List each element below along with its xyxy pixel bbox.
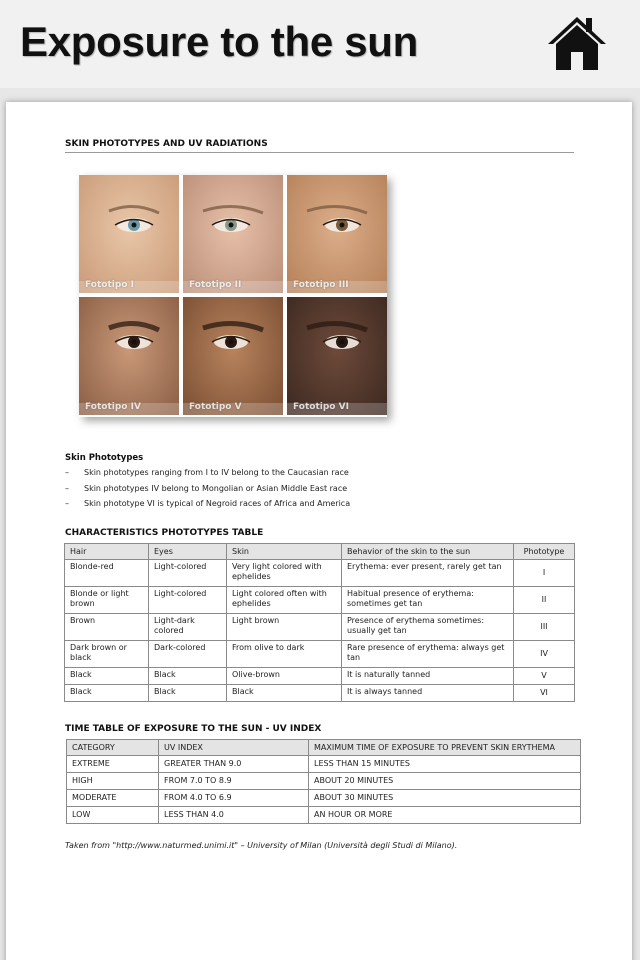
table-cell: V — [514, 668, 575, 685]
table-row — [65, 641, 575, 668]
skin-phototypes-heading: Skin Phototypes — [65, 453, 144, 463]
section-title-uv-index: TIME TABLE OF EXPOSURE TO THE SUN - UV INDEX — [65, 724, 322, 734]
characteristics-table — [64, 543, 575, 702]
face-illustration — [183, 297, 283, 415]
photo-label: Fototipo VI — [293, 402, 349, 412]
phototype-photo — [287, 175, 387, 293]
table-cell: Dark-colored — [149, 641, 227, 668]
table-cell: From olive to dark — [227, 641, 342, 668]
photo-label: Fototipo I — [85, 280, 134, 290]
photo-label: Fototipo III — [293, 280, 349, 290]
phototype-photo — [287, 297, 387, 415]
phototype-bullet: – Skin phototype VI is typical of Negroid races of Africa and America — [65, 499, 351, 508]
table-cell: Light-colored — [149, 587, 227, 614]
face-illustration — [183, 175, 283, 293]
phototype-photo — [183, 175, 283, 293]
column-header: Behavior of the skin to the sun — [342, 544, 514, 560]
table-cell: Dark brown or black — [65, 641, 149, 668]
table-cell: LESS THAN 15 MINUTES — [309, 756, 581, 773]
table-row — [67, 756, 581, 773]
table-row — [65, 685, 575, 702]
table-cell: VI — [514, 685, 575, 702]
table-cell: It is naturally tanned — [342, 668, 514, 685]
phototype-bullet: – Skin phototypes ranging from I to IV belong to the Caucasian race — [65, 468, 349, 477]
face-illustration — [287, 175, 387, 293]
photo-label: Fototipo II — [189, 280, 242, 290]
document-page — [6, 102, 632, 960]
column-header: UV INDEX — [159, 740, 309, 756]
face-illustration — [79, 175, 179, 293]
table-cell: It is always tanned — [342, 685, 514, 702]
table-cell: Black — [149, 685, 227, 702]
source-footnote: Taken from "http://www.naturmed.unimi.it" – University of Milan (Università degli Studi di Milano). — [65, 841, 458, 850]
table-cell: AN HOUR OR MORE — [309, 807, 581, 824]
table-cell: GREATER THAN 9.0 — [159, 756, 309, 773]
home-button[interactable] — [546, 14, 608, 74]
photo-label: Fototipo IV — [85, 402, 141, 412]
table-row — [67, 807, 581, 824]
table-cell: ABOUT 30 MINUTES — [309, 790, 581, 807]
table-cell: Black — [65, 685, 149, 702]
table-cell: MODERATE — [67, 790, 159, 807]
column-header: Skin — [227, 544, 342, 560]
column-header: Eyes — [149, 544, 227, 560]
table-cell: Black — [149, 668, 227, 685]
column-header: MAXIMUM TIME OF EXPOSURE TO PREVENT SKIN ERYTHEMA — [309, 740, 581, 756]
table-cell: Light colored often with ephelides — [227, 587, 342, 614]
table-cell: Blonde-red — [65, 560, 149, 587]
table-row — [65, 668, 575, 685]
table-cell: Light brown — [227, 614, 342, 641]
section-title-characteristics: CHARACTERISTICS PHOTOTYPES TABLE — [65, 528, 264, 538]
table-cell: Very light colored with ephelides — [227, 560, 342, 587]
phototype-photo-grid — [79, 175, 387, 417]
table-cell: Olive-brown — [227, 668, 342, 685]
phototype-photo — [79, 175, 179, 293]
table-cell: Blonde or light brown — [65, 587, 149, 614]
page-title: Exposure to the sun — [20, 18, 419, 65]
table-row — [67, 773, 581, 790]
table-row — [65, 587, 575, 614]
table-cell: HIGH — [67, 773, 159, 790]
table-cell: IV — [514, 641, 575, 668]
table-cell: II — [514, 587, 575, 614]
table-cell: ABOUT 20 MINUTES — [309, 773, 581, 790]
photo-label: Fototipo V — [189, 402, 242, 412]
table-cell: FROM 7.0 TO 8.9 — [159, 773, 309, 790]
section-divider — [65, 152, 574, 153]
phototype-photo — [183, 297, 283, 415]
column-header: Hair — [65, 544, 149, 560]
table-cell: Black — [227, 685, 342, 702]
face-illustration — [79, 297, 179, 415]
table-cell: FROM 4.0 TO 6.9 — [159, 790, 309, 807]
home-icon — [546, 14, 608, 74]
column-header: CATEGORY — [67, 740, 159, 756]
table-cell: Habitual presence of erythema: sometimes get tan — [342, 587, 514, 614]
section-title-phototypes-uv: SKIN PHOTOTYPES AND UV RADIATIONS — [65, 139, 268, 149]
table-cell: LESS THAN 4.0 — [159, 807, 309, 824]
table-cell: Rare presence of erythema: always get tan — [342, 641, 514, 668]
table-cell: EXTREME — [67, 756, 159, 773]
phototype-photo — [79, 297, 179, 415]
table-cell: Brown — [65, 614, 149, 641]
table-cell: Presence of erythema sometimes: usually get tan — [342, 614, 514, 641]
table-cell: III — [514, 614, 575, 641]
table-cell: LOW — [67, 807, 159, 824]
table-row — [65, 614, 575, 641]
table-cell: Light-colored — [149, 560, 227, 587]
column-header: Phototype — [514, 544, 575, 560]
face-illustration — [287, 297, 387, 415]
table-cell: I — [514, 560, 575, 587]
app-header — [0, 0, 640, 88]
table-cell: Light-dark colored — [149, 614, 227, 641]
phototype-bullet: – Skin phototypes IV belong to Mongolian or Asian Middle East race — [65, 483, 348, 493]
table-row — [65, 560, 575, 587]
table-row — [67, 790, 581, 807]
table-cell: Black — [65, 668, 149, 685]
table-cell: Erythema: ever present, rarely get tan — [342, 560, 514, 587]
uv-index-table — [66, 739, 581, 824]
